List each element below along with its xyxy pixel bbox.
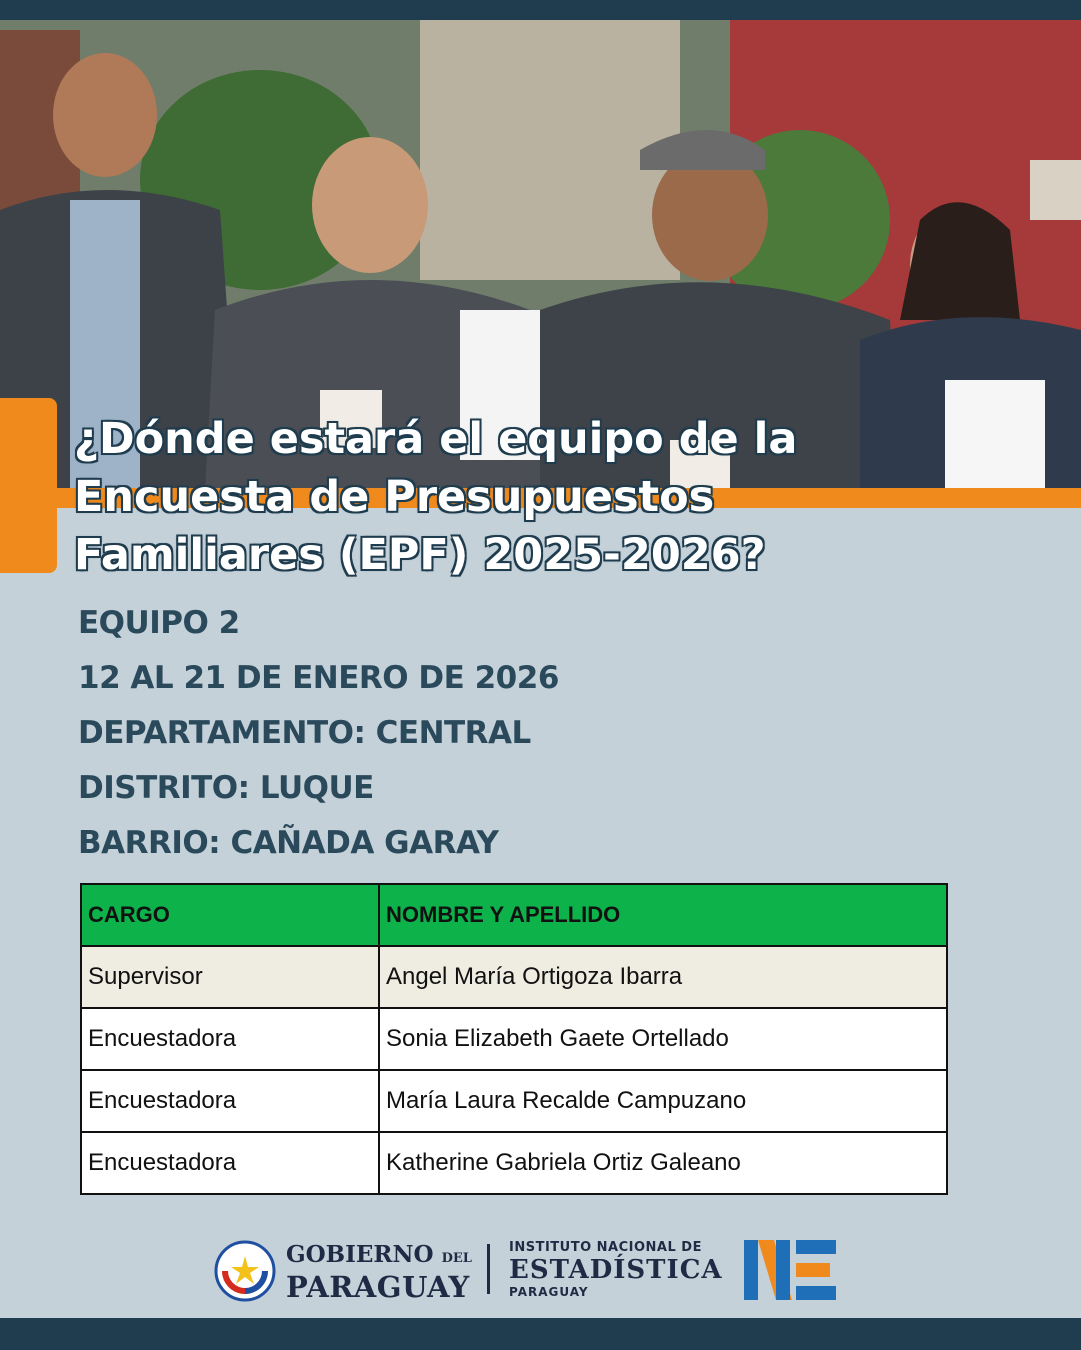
headline-line-2: Encuesta de Presupuestos — [74, 472, 715, 522]
date-range: 12 AL 21 DE ENERO DE 2026 — [78, 660, 559, 696]
header-nombre: NOMBRE Y APELLIDO — [379, 884, 947, 946]
cell-nombre: María Laura Recalde Campuzano — [379, 1070, 947, 1132]
cell-cargo: Encuestadora — [81, 1008, 379, 1070]
table-row — [81, 1132, 947, 1194]
orange-tab — [0, 398, 57, 573]
logo-divider — [487, 1244, 490, 1294]
cell-nombre: Sonia Elizabeth Gaete Ortellado — [379, 1008, 947, 1070]
district: DISTRITO: LUQUE — [78, 770, 374, 806]
department: DEPARTAMENTO: CENTRAL — [78, 715, 531, 751]
team-table — [80, 883, 948, 1195]
header-cargo: CARGO — [81, 884, 379, 946]
ine-wordmark: INSTITUTO NACIONAL DE ESTADÍSTICA PARAGUAY — [509, 1240, 723, 1299]
team-number: EQUIPO 2 — [78, 605, 240, 641]
headline — [74, 410, 974, 584]
ine-logo-icon — [744, 1240, 840, 1300]
table-header-row — [81, 884, 947, 946]
cell-nombre: Angel María Ortigoza Ibarra — [379, 946, 947, 1008]
table-row — [81, 946, 947, 1008]
gov-wordmark: GOBIERNO DEL PARAGUAY — [286, 1241, 472, 1304]
cell-cargo: Encuestadora — [81, 1132, 379, 1194]
bottom-bar — [0, 1318, 1081, 1350]
cell-cargo: Supervisor — [81, 946, 379, 1008]
headline-line-3: Familiares (EPF) 2025-2026? — [74, 530, 766, 580]
headline-line-1: ¿Dónde estará el equipo de la — [74, 414, 798, 464]
cell-cargo: Encuestadora — [81, 1070, 379, 1132]
team-info — [78, 596, 559, 871]
neighborhood: BARRIO: CAÑADA GARAY — [78, 825, 499, 861]
paraguay-seal-icon — [214, 1240, 276, 1302]
footer-logos — [214, 1236, 854, 1302]
table-row — [81, 1070, 947, 1132]
cell-nombre: Katherine Gabriela Ortiz Galeano — [379, 1132, 947, 1194]
table-row — [81, 1008, 947, 1070]
top-bar — [0, 0, 1081, 20]
